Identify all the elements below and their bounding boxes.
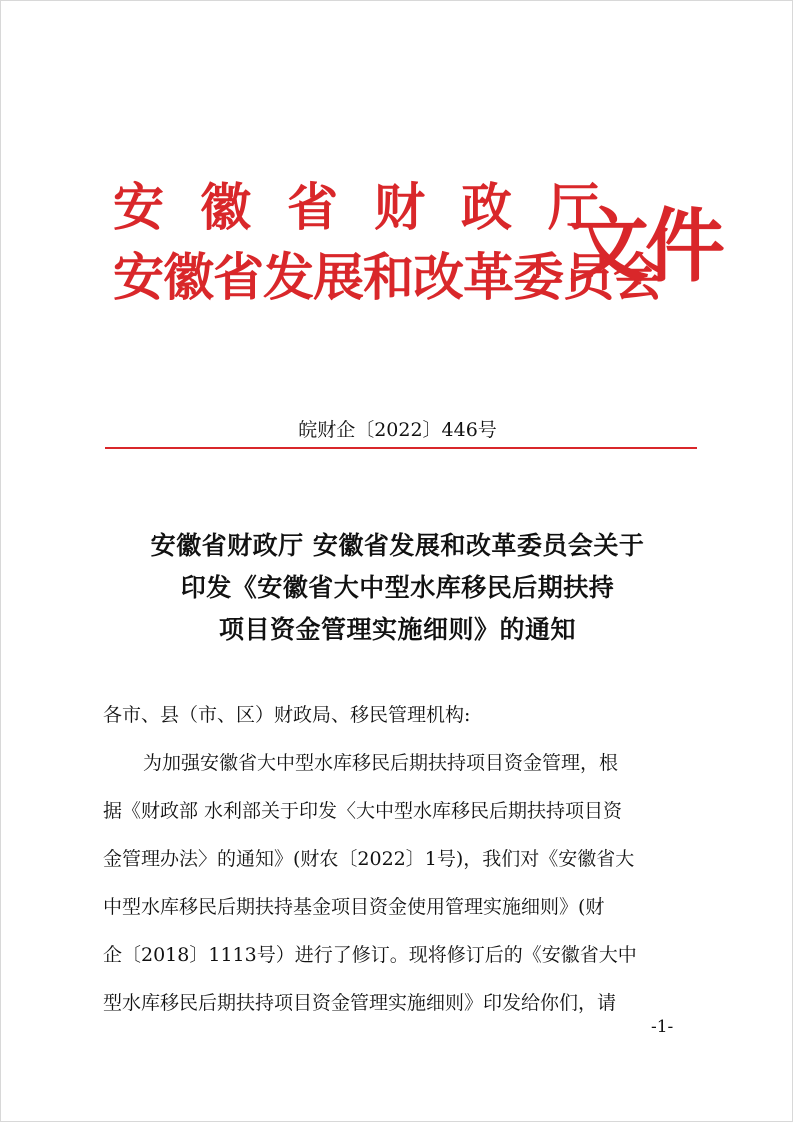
issuer-finance-department: 安徽省财政厅 <box>113 178 636 238</box>
title-line-1: 安徽省财政厅 安徽省发展和改革委员会关于 <box>150 531 645 560</box>
title-line-2: 印发《安徽省大中型水库移民后期扶持 <box>180 573 615 602</box>
document-body <box>103 691 695 1027</box>
issuer-development-reform-commission: 安徽省发展和改革委员会 <box>113 248 664 308</box>
document-heading-word: 文件 <box>569 199 721 293</box>
page-number: -1- <box>651 1017 674 1037</box>
body-line: 企〔2018〕1113号）进行了修订。现将修订后的《安徽省大中 <box>103 944 637 966</box>
body-line: 中型水库移民后期扶持基金项目资金使用管理实施细则》(财 <box>103 896 605 918</box>
body-line: 金管理办法〉的通知》(财农〔2022〕1号)，我们对《安徽省大 <box>103 848 635 870</box>
title-line-3: 项目资金管理实施细则》的通知 <box>218 615 576 644</box>
body-line: 型水库移民后期扶持项目资金管理实施细则》印发给你们，请 <box>103 992 617 1014</box>
document-title <box>1 525 793 651</box>
addressee-line: 各市、县（市、区）财政局、移民管理机构: <box>103 704 471 726</box>
red-divider-line <box>105 447 697 449</box>
body-line: 为加强安徽省大中型水库移民后期扶持项目资金管理，根 <box>143 752 619 774</box>
body-line: 据《财政部 水利部关于印发〈大中型水库移民后期扶持项目资 <box>103 800 623 822</box>
document-number: 皖财企〔2022〕446号 <box>298 419 497 441</box>
